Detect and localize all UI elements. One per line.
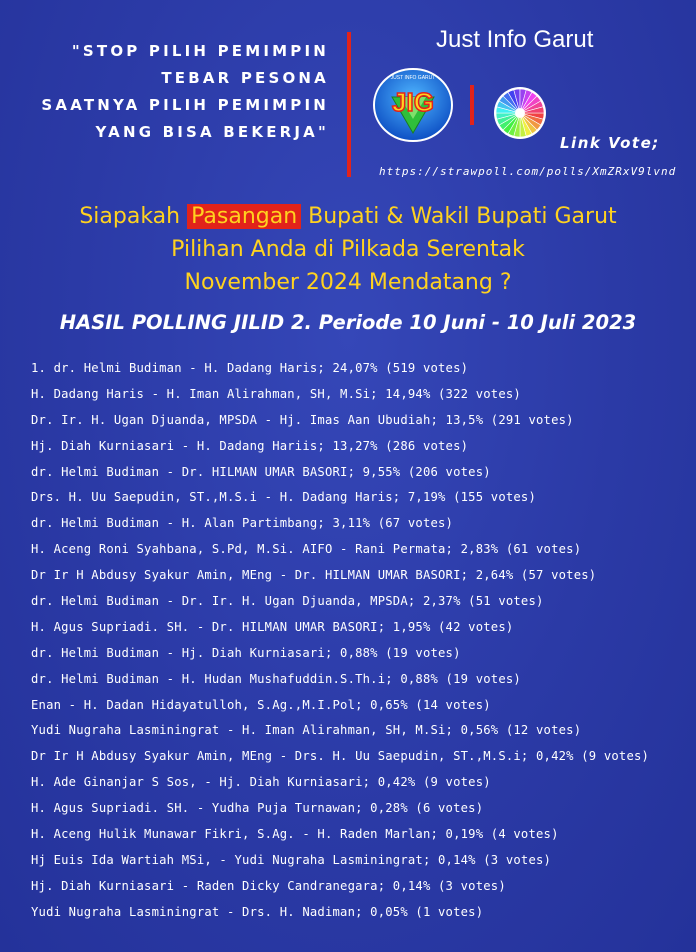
headline-line-1: [0, 200, 696, 233]
result-item: H. Ade Ginanjar S Sos, - Hj. Diah Kurniasari; 0,42% (9 votes): [31, 775, 491, 790]
result-item: H. Dadang Haris - H. Iman Alirahman, SH, M.Si; 14,94% (322 votes): [31, 386, 521, 401]
result-item: H. Aceng Roni Syahbana, S.Pd, M.Si. AIFO - Rani Permata; 2,83% (61 votes): [31, 542, 582, 557]
quote-line: TEBAR PESONA: [161, 69, 329, 87]
color-wheel-icon[interactable]: [493, 86, 547, 140]
jig-logo-icon: [372, 67, 454, 143]
result-item: Drs. H. Uu Saepudin, ST.,M.S.i - H. Dadang Haris; 7,19% (155 votes): [31, 490, 537, 505]
headline-line-3: November 2024 Mendatang ?: [184, 270, 512, 295]
result-item: Dr. Ir. H. Ugan Djuanda, MPSDA - Hj. Imas Aan Ubudiah; 13,5% (291 votes): [31, 412, 574, 427]
quote-line: SAATNYA PILIH PEMIMPIN: [41, 96, 329, 114]
result-item: Hj. Diah Kurniasari - H. Dadang Hariis; 13,27% (286 votes): [31, 438, 469, 453]
result-item: dr. Helmi Budiman - H. Alan Partimbang; 3,11% (67 votes): [31, 516, 454, 531]
result-item: H. Agus Supriadi. SH. - Dr. HILMAN UMAR BASORI; 1,95% (42 votes): [31, 619, 514, 634]
result-item: dr. Helmi Budiman - Dr. HILMAN UMAR BASORI; 9,55% (206 votes): [31, 464, 491, 479]
logo-small-text: JUST INFO GARUT: [390, 75, 436, 81]
headline: [0, 200, 696, 299]
poll-results-list: [31, 358, 691, 928]
result-item: H. Aceng Hulik Munawar Fikri, S.Ag. - H. Raden Marlan; 0,19% (4 votes): [31, 827, 559, 842]
result-item: dr. Helmi Budiman - H. Hudan Mushafuddin.S.Th.i; 0,88% (19 votes): [31, 671, 521, 686]
result-item: Yudi Nugraha Lasminingrat - Drs. H. Nadiman; 0,05% (1 votes): [31, 904, 484, 919]
result-item: dr. Helmi Budiman - Hj. Diah Kurniasari; 0,88% (19 votes): [31, 645, 461, 660]
headline-line-2: Pilihan Anda di Pilkada Serentak: [171, 237, 525, 262]
result-item: Dr Ir H Abdusy Syakur Amin, MEng - Dr. HILMAN UMAR BASORI; 2,64% (57 votes): [31, 568, 597, 583]
result-item: H. Agus Supriadi. SH. - Yudha Puja Turnawan; 0,28% (6 votes): [31, 801, 484, 816]
divider-bar-small: [470, 85, 474, 125]
vote-link[interactable]: https://strawpoll.com/polls/XmZRxV9lvnd: [379, 165, 677, 178]
poll-subtitle: HASIL POLLING JILID 2. Periode 10 Juni - 10 Juli 2023: [59, 311, 637, 334]
headline-highlight: Pasangan: [187, 204, 301, 229]
result-item: dr. Helmi Budiman - Dr. Ir. H. Ugan Djuanda, MPSDA; 2,37% (51 votes): [31, 594, 544, 609]
divider-bar: [347, 32, 351, 177]
brand-name: Just Info Garut: [436, 26, 594, 53]
result-item: Hj Euis Ida Wartiah MSi, - Yudi Nugraha Lasminingrat; 0,14% (3 votes): [31, 852, 552, 867]
logo-text: JIG: [392, 87, 434, 117]
link-vote-label: Link Vote;: [560, 134, 660, 152]
result-item: Yudi Nugraha Lasminingrat - H. Iman Alirahman, SH, M.Si; 0,56% (12 votes): [31, 723, 582, 738]
campaign-quote: [14, 38, 329, 146]
result-item: Enan - H. Dadan Hidayatulloh, S.Ag.,M.I.Pol; 0,65% (14 votes): [31, 697, 491, 712]
quote-line: "STOP PILIH PEMIMPIN: [71, 42, 329, 60]
quote-line: YANG BISA BEKERJA": [95, 123, 329, 141]
result-item: 1. dr. Helmi Budiman - H. Dadang Haris; 24,07% (519 votes): [31, 361, 469, 375]
result-item: Dr Ir H Abdusy Syakur Amin, MEng - Drs. H. Uu Saepudin, ST.,M.S.i; 0,42% (9 votes): [31, 749, 650, 764]
headline-text: Bupati & Wakil Bupati Garut: [301, 204, 617, 229]
result-item: Hj. Diah Kurniasari - Raden Dicky Candranegara; 0,14% (3 votes): [31, 878, 506, 893]
headline-text: Siapakah: [79, 204, 188, 229]
